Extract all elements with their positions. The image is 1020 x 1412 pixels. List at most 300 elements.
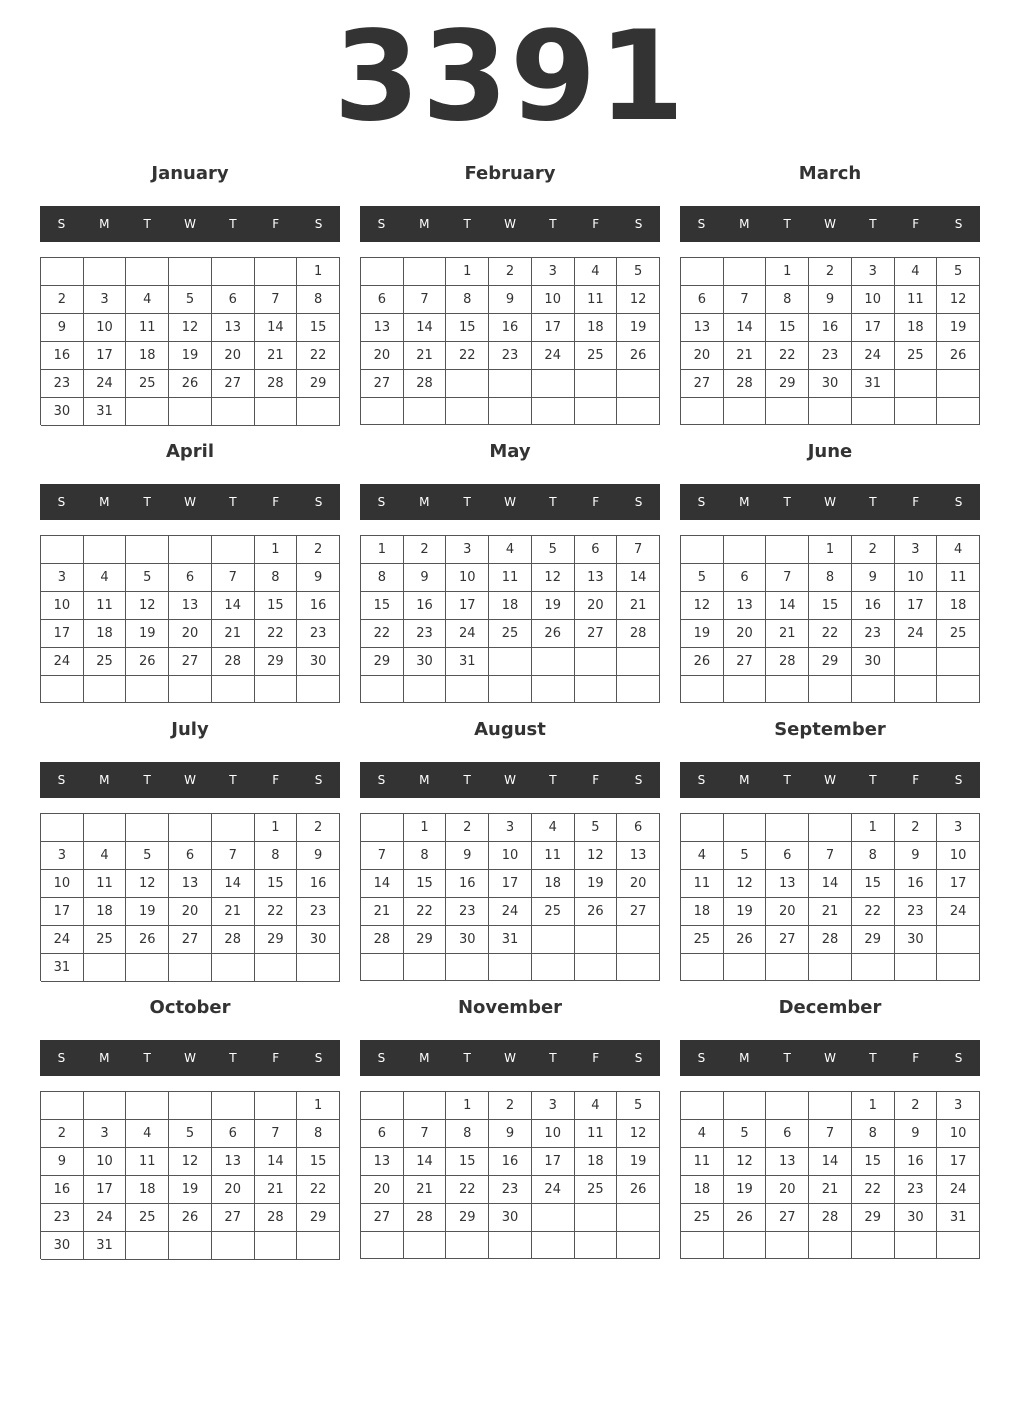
empty-cell	[681, 676, 724, 703]
empty-cell	[489, 370, 532, 398]
weekday-label: W	[504, 773, 516, 787]
day-cell: 25	[84, 926, 127, 954]
day-cell: 13	[361, 314, 404, 342]
day-cell: 5	[169, 1120, 212, 1148]
day-cell: 19	[126, 898, 169, 926]
day-cell: 16	[297, 592, 340, 620]
day-cell: 1	[297, 258, 340, 286]
day-cell: 31	[937, 1204, 980, 1232]
day-cell: 8	[255, 564, 298, 592]
day-cell: 7	[766, 564, 809, 592]
day-cell: 4	[489, 536, 532, 564]
day-cell: 19	[575, 870, 618, 898]
empty-cell	[84, 676, 127, 703]
day-cell: 1	[404, 814, 447, 842]
day-cell: 2	[809, 258, 852, 286]
day-cell: 16	[41, 342, 84, 370]
day-cell: 24	[41, 926, 84, 954]
day-cell: 24	[532, 342, 575, 370]
day-cell: 22	[809, 620, 852, 648]
day-cell: 28	[255, 370, 298, 398]
empty-cell	[766, 676, 809, 703]
day-cell: 29	[852, 1204, 895, 1232]
day-cell: 27	[212, 1204, 255, 1232]
empty-cell	[404, 398, 447, 425]
day-cell: 14	[212, 592, 255, 620]
empty-cell	[41, 814, 84, 842]
day-cell: 3	[489, 814, 532, 842]
weekday-header	[40, 762, 340, 798]
month-name: January	[151, 163, 229, 184]
day-cell: 19	[681, 620, 724, 648]
day-cell: 21	[809, 1176, 852, 1204]
empty-cell	[126, 258, 169, 286]
day-cell: 23	[809, 342, 852, 370]
month-name: May	[489, 441, 531, 462]
day-cell: 17	[532, 1148, 575, 1176]
empty-cell	[169, 398, 212, 426]
empty-cell	[681, 258, 724, 286]
day-cell: 27	[766, 926, 809, 954]
day-cell: 6	[169, 842, 212, 870]
weekday-label: T	[869, 773, 877, 787]
day-cell: 9	[446, 842, 489, 870]
empty-cell	[489, 954, 532, 981]
empty-cell	[895, 954, 938, 981]
day-cell: 27	[617, 898, 660, 926]
day-cell: 30	[852, 648, 895, 676]
weekday-label: W	[824, 1051, 836, 1065]
day-grid	[40, 813, 340, 981]
empty-cell	[852, 676, 895, 703]
day-cell: 21	[212, 898, 255, 926]
weekday-label: S	[634, 1051, 643, 1065]
empty-cell	[575, 1232, 618, 1259]
day-cell: 4	[575, 1092, 618, 1120]
day-cell: 30	[404, 648, 447, 676]
weekday-label: W	[184, 217, 196, 231]
day-cell: 18	[895, 314, 938, 342]
weekday-label: T	[143, 1051, 151, 1065]
day-cell: 20	[169, 620, 212, 648]
weekday-label: S	[314, 217, 323, 231]
day-cell: 17	[41, 898, 84, 926]
month-name: September	[774, 719, 886, 740]
day-cell: 26	[126, 648, 169, 676]
weekday-label: T	[549, 495, 557, 509]
day-cell: 3	[532, 258, 575, 286]
empty-cell	[532, 370, 575, 398]
day-cell: 14	[617, 564, 660, 592]
empty-cell	[41, 1092, 84, 1120]
weekday-label: T	[463, 495, 471, 509]
day-cell: 12	[724, 1148, 767, 1176]
day-cell: 25	[937, 620, 980, 648]
day-cell: 18	[532, 870, 575, 898]
day-cell: 18	[126, 1176, 169, 1204]
empty-cell	[126, 398, 169, 426]
day-cell: 9	[852, 564, 895, 592]
day-cell: 2	[895, 814, 938, 842]
day-cell: 12	[126, 592, 169, 620]
day-cell: 16	[895, 1148, 938, 1176]
day-cell: 23	[489, 1176, 532, 1204]
weekday-label: F	[272, 217, 280, 231]
day-cell: 17	[937, 1148, 980, 1176]
day-cell: 2	[489, 258, 532, 286]
day-cell: 18	[84, 620, 127, 648]
day-cell: 13	[681, 314, 724, 342]
weekday-header	[360, 762, 660, 798]
day-cell: 3	[41, 564, 84, 592]
day-grid	[680, 1091, 980, 1259]
day-cell: 4	[681, 1120, 724, 1148]
day-cell: 12	[724, 870, 767, 898]
day-cell: 21	[404, 342, 447, 370]
empty-cell	[532, 676, 575, 703]
empty-cell	[84, 814, 127, 842]
empty-cell	[852, 398, 895, 425]
day-cell: 3	[84, 1120, 127, 1148]
day-cell: 11	[489, 564, 532, 592]
empty-cell	[681, 1092, 724, 1120]
weekday-label: F	[272, 495, 280, 509]
weekday-label: S	[954, 773, 963, 787]
day-cell: 29	[361, 648, 404, 676]
empty-cell	[575, 954, 618, 981]
day-cell: 28	[212, 648, 255, 676]
empty-cell	[126, 536, 169, 564]
empty-cell	[212, 536, 255, 564]
day-cell: 4	[937, 536, 980, 564]
month-name: February	[464, 163, 556, 184]
day-cell: 12	[126, 870, 169, 898]
day-cell: 28	[617, 620, 660, 648]
empty-cell	[532, 398, 575, 425]
day-cell: 2	[489, 1092, 532, 1120]
empty-cell	[575, 648, 618, 676]
weekday-header	[360, 206, 660, 242]
day-cell: 1	[297, 1092, 340, 1120]
empty-cell	[681, 398, 724, 425]
day-cell: 26	[617, 342, 660, 370]
empty-cell	[532, 1232, 575, 1259]
day-cell: 29	[446, 1204, 489, 1232]
empty-cell	[809, 954, 852, 981]
empty-cell	[809, 814, 852, 842]
year-title: 3391	[333, 5, 687, 149]
day-cell: 28	[212, 926, 255, 954]
day-cell: 7	[255, 1120, 298, 1148]
day-cell: 3	[852, 258, 895, 286]
day-cell: 9	[41, 314, 84, 342]
day-cell: 4	[532, 814, 575, 842]
day-cell: 13	[575, 564, 618, 592]
day-cell: 14	[404, 314, 447, 342]
day-cell: 20	[617, 870, 660, 898]
empty-cell	[895, 370, 938, 398]
empty-cell	[681, 954, 724, 981]
day-cell: 26	[575, 898, 618, 926]
weekday-label: T	[869, 495, 877, 509]
empty-cell	[532, 1204, 575, 1232]
weekday-label: M	[419, 495, 430, 509]
day-cell: 1	[809, 536, 852, 564]
day-cell: 11	[575, 1120, 618, 1148]
day-cell: 20	[681, 342, 724, 370]
day-cell: 29	[404, 926, 447, 954]
day-cell: 12	[681, 592, 724, 620]
day-cell: 29	[809, 648, 852, 676]
day-cell: 18	[126, 342, 169, 370]
weekday-label: M	[99, 773, 110, 787]
weekday-label: T	[783, 495, 791, 509]
weekday-label: S	[57, 495, 66, 509]
day-cell: 5	[532, 536, 575, 564]
empty-cell	[212, 954, 255, 982]
empty-cell	[297, 676, 340, 703]
empty-cell	[852, 954, 895, 981]
month-name: November	[457, 997, 563, 1018]
day-cell: 2	[404, 536, 447, 564]
day-cell: 27	[169, 926, 212, 954]
day-cell: 24	[937, 898, 980, 926]
day-cell: 31	[84, 398, 127, 426]
weekday-label: W	[504, 495, 516, 509]
day-cell: 27	[575, 620, 618, 648]
weekday-label: T	[229, 1051, 237, 1065]
weekday-label: S	[377, 495, 386, 509]
weekday-label: T	[783, 217, 791, 231]
weekday-label: T	[463, 217, 471, 231]
empty-cell	[895, 648, 938, 676]
empty-cell	[297, 398, 340, 426]
weekday-label: F	[592, 495, 600, 509]
day-cell: 29	[255, 648, 298, 676]
day-cell: 26	[169, 1204, 212, 1232]
weekday-label: W	[824, 217, 836, 231]
weekday-label: T	[783, 1051, 791, 1065]
day-cell: 22	[297, 342, 340, 370]
day-cell: 4	[84, 564, 127, 592]
day-cell: 8	[446, 1120, 489, 1148]
day-cell: 26	[937, 342, 980, 370]
day-cell: 15	[404, 870, 447, 898]
day-cell: 24	[84, 370, 127, 398]
day-cell: 30	[41, 1232, 84, 1260]
day-cell: 1	[255, 814, 298, 842]
empty-cell	[852, 1232, 895, 1259]
day-cell: 16	[895, 870, 938, 898]
weekday-label: T	[229, 495, 237, 509]
weekday-header	[360, 484, 660, 520]
day-cell: 31	[41, 954, 84, 982]
weekday-label: F	[912, 217, 920, 231]
day-cell: 9	[895, 842, 938, 870]
weekday-header	[680, 762, 980, 798]
weekday-label: F	[272, 773, 280, 787]
day-cell: 16	[404, 592, 447, 620]
day-cell: 17	[532, 314, 575, 342]
day-cell: 16	[489, 314, 532, 342]
day-cell: 6	[361, 286, 404, 314]
day-cell: 10	[84, 1148, 127, 1176]
day-cell: 5	[681, 564, 724, 592]
day-cell: 7	[212, 564, 255, 592]
day-cell: 17	[937, 870, 980, 898]
day-cell: 17	[84, 1176, 127, 1204]
day-cell: 12	[937, 286, 980, 314]
weekday-label: S	[377, 217, 386, 231]
day-cell: 18	[489, 592, 532, 620]
empty-cell	[766, 398, 809, 425]
day-cell: 19	[169, 1176, 212, 1204]
day-cell: 21	[617, 592, 660, 620]
day-cell: 4	[895, 258, 938, 286]
weekday-label: S	[697, 495, 706, 509]
day-cell: 19	[126, 620, 169, 648]
weekday-header	[40, 484, 340, 520]
empty-cell	[169, 258, 212, 286]
day-cell: 6	[575, 536, 618, 564]
day-cell: 3	[84, 286, 127, 314]
empty-cell	[617, 1232, 660, 1259]
day-cell: 14	[809, 870, 852, 898]
empty-cell	[617, 648, 660, 676]
day-cell: 10	[489, 842, 532, 870]
day-grid	[360, 535, 660, 703]
empty-cell	[489, 676, 532, 703]
day-cell: 25	[84, 648, 127, 676]
day-cell: 25	[681, 1204, 724, 1232]
day-cell: 11	[575, 286, 618, 314]
day-cell: 20	[212, 342, 255, 370]
day-cell: 1	[852, 814, 895, 842]
empty-cell	[575, 926, 618, 954]
day-cell: 15	[255, 592, 298, 620]
empty-cell	[809, 398, 852, 425]
empty-cell	[41, 676, 84, 703]
empty-cell	[895, 676, 938, 703]
day-cell: 22	[446, 342, 489, 370]
day-cell: 20	[766, 1176, 809, 1204]
day-cell: 2	[41, 286, 84, 314]
weekday-label: S	[634, 217, 643, 231]
day-cell: 30	[41, 398, 84, 426]
empty-cell	[937, 926, 980, 954]
day-cell: 23	[297, 620, 340, 648]
empty-cell	[681, 1232, 724, 1259]
month-name: December	[778, 997, 882, 1018]
day-cell: 20	[724, 620, 767, 648]
empty-cell	[446, 398, 489, 425]
day-cell: 11	[532, 842, 575, 870]
month-name: August	[474, 719, 546, 740]
empty-cell	[446, 1232, 489, 1259]
day-cell: 29	[297, 1204, 340, 1232]
empty-cell	[809, 676, 852, 703]
empty-cell	[255, 398, 298, 426]
month-name: October	[149, 997, 231, 1018]
day-cell: 10	[852, 286, 895, 314]
empty-cell	[212, 1232, 255, 1260]
empty-cell	[724, 398, 767, 425]
day-cell: 21	[724, 342, 767, 370]
day-cell: 2	[297, 814, 340, 842]
day-cell: 17	[41, 620, 84, 648]
weekday-label: S	[697, 1051, 706, 1065]
day-cell: 9	[809, 286, 852, 314]
weekday-label: F	[592, 1051, 600, 1065]
day-cell: 8	[809, 564, 852, 592]
day-cell: 8	[297, 1120, 340, 1148]
day-cell: 28	[404, 1204, 447, 1232]
day-cell: 30	[297, 926, 340, 954]
day-cell: 15	[361, 592, 404, 620]
day-cell: 1	[446, 258, 489, 286]
weekday-label: T	[549, 1051, 557, 1065]
empty-cell	[255, 1092, 298, 1120]
weekday-label: T	[869, 1051, 877, 1065]
empty-cell	[489, 648, 532, 676]
day-cell: 24	[446, 620, 489, 648]
empty-cell	[126, 676, 169, 703]
day-cell: 20	[212, 1176, 255, 1204]
day-cell: 13	[212, 1148, 255, 1176]
day-cell: 5	[617, 1092, 660, 1120]
day-cell: 17	[852, 314, 895, 342]
day-cell: 23	[41, 1204, 84, 1232]
day-cell: 10	[532, 1120, 575, 1148]
day-cell: 22	[852, 898, 895, 926]
day-cell: 26	[617, 1176, 660, 1204]
weekday-label: S	[377, 773, 386, 787]
day-cell: 9	[489, 286, 532, 314]
empty-cell	[532, 954, 575, 981]
day-grid	[360, 257, 660, 425]
day-grid	[360, 813, 660, 981]
day-cell: 5	[937, 258, 980, 286]
empty-cell	[404, 676, 447, 703]
weekday-label: M	[99, 495, 110, 509]
day-cell: 30	[489, 1204, 532, 1232]
day-cell: 6	[766, 842, 809, 870]
day-cell: 5	[126, 564, 169, 592]
empty-cell	[404, 954, 447, 981]
empty-cell	[297, 1232, 340, 1260]
day-cell: 21	[212, 620, 255, 648]
day-cell: 28	[766, 648, 809, 676]
day-cell: 8	[766, 286, 809, 314]
day-cell: 28	[809, 1204, 852, 1232]
weekday-label: T	[143, 773, 151, 787]
day-cell: 14	[255, 314, 298, 342]
empty-cell	[895, 398, 938, 425]
day-cell: 9	[489, 1120, 532, 1148]
empty-cell	[361, 954, 404, 981]
weekday-label: S	[634, 495, 643, 509]
empty-cell	[361, 1092, 404, 1120]
day-cell: 16	[809, 314, 852, 342]
day-cell: 6	[724, 564, 767, 592]
day-cell: 26	[724, 1204, 767, 1232]
day-cell: 1	[852, 1092, 895, 1120]
empty-cell	[212, 814, 255, 842]
weekday-label: F	[912, 495, 920, 509]
weekday-label: T	[463, 1051, 471, 1065]
day-cell: 4	[84, 842, 127, 870]
day-cell: 7	[809, 1120, 852, 1148]
